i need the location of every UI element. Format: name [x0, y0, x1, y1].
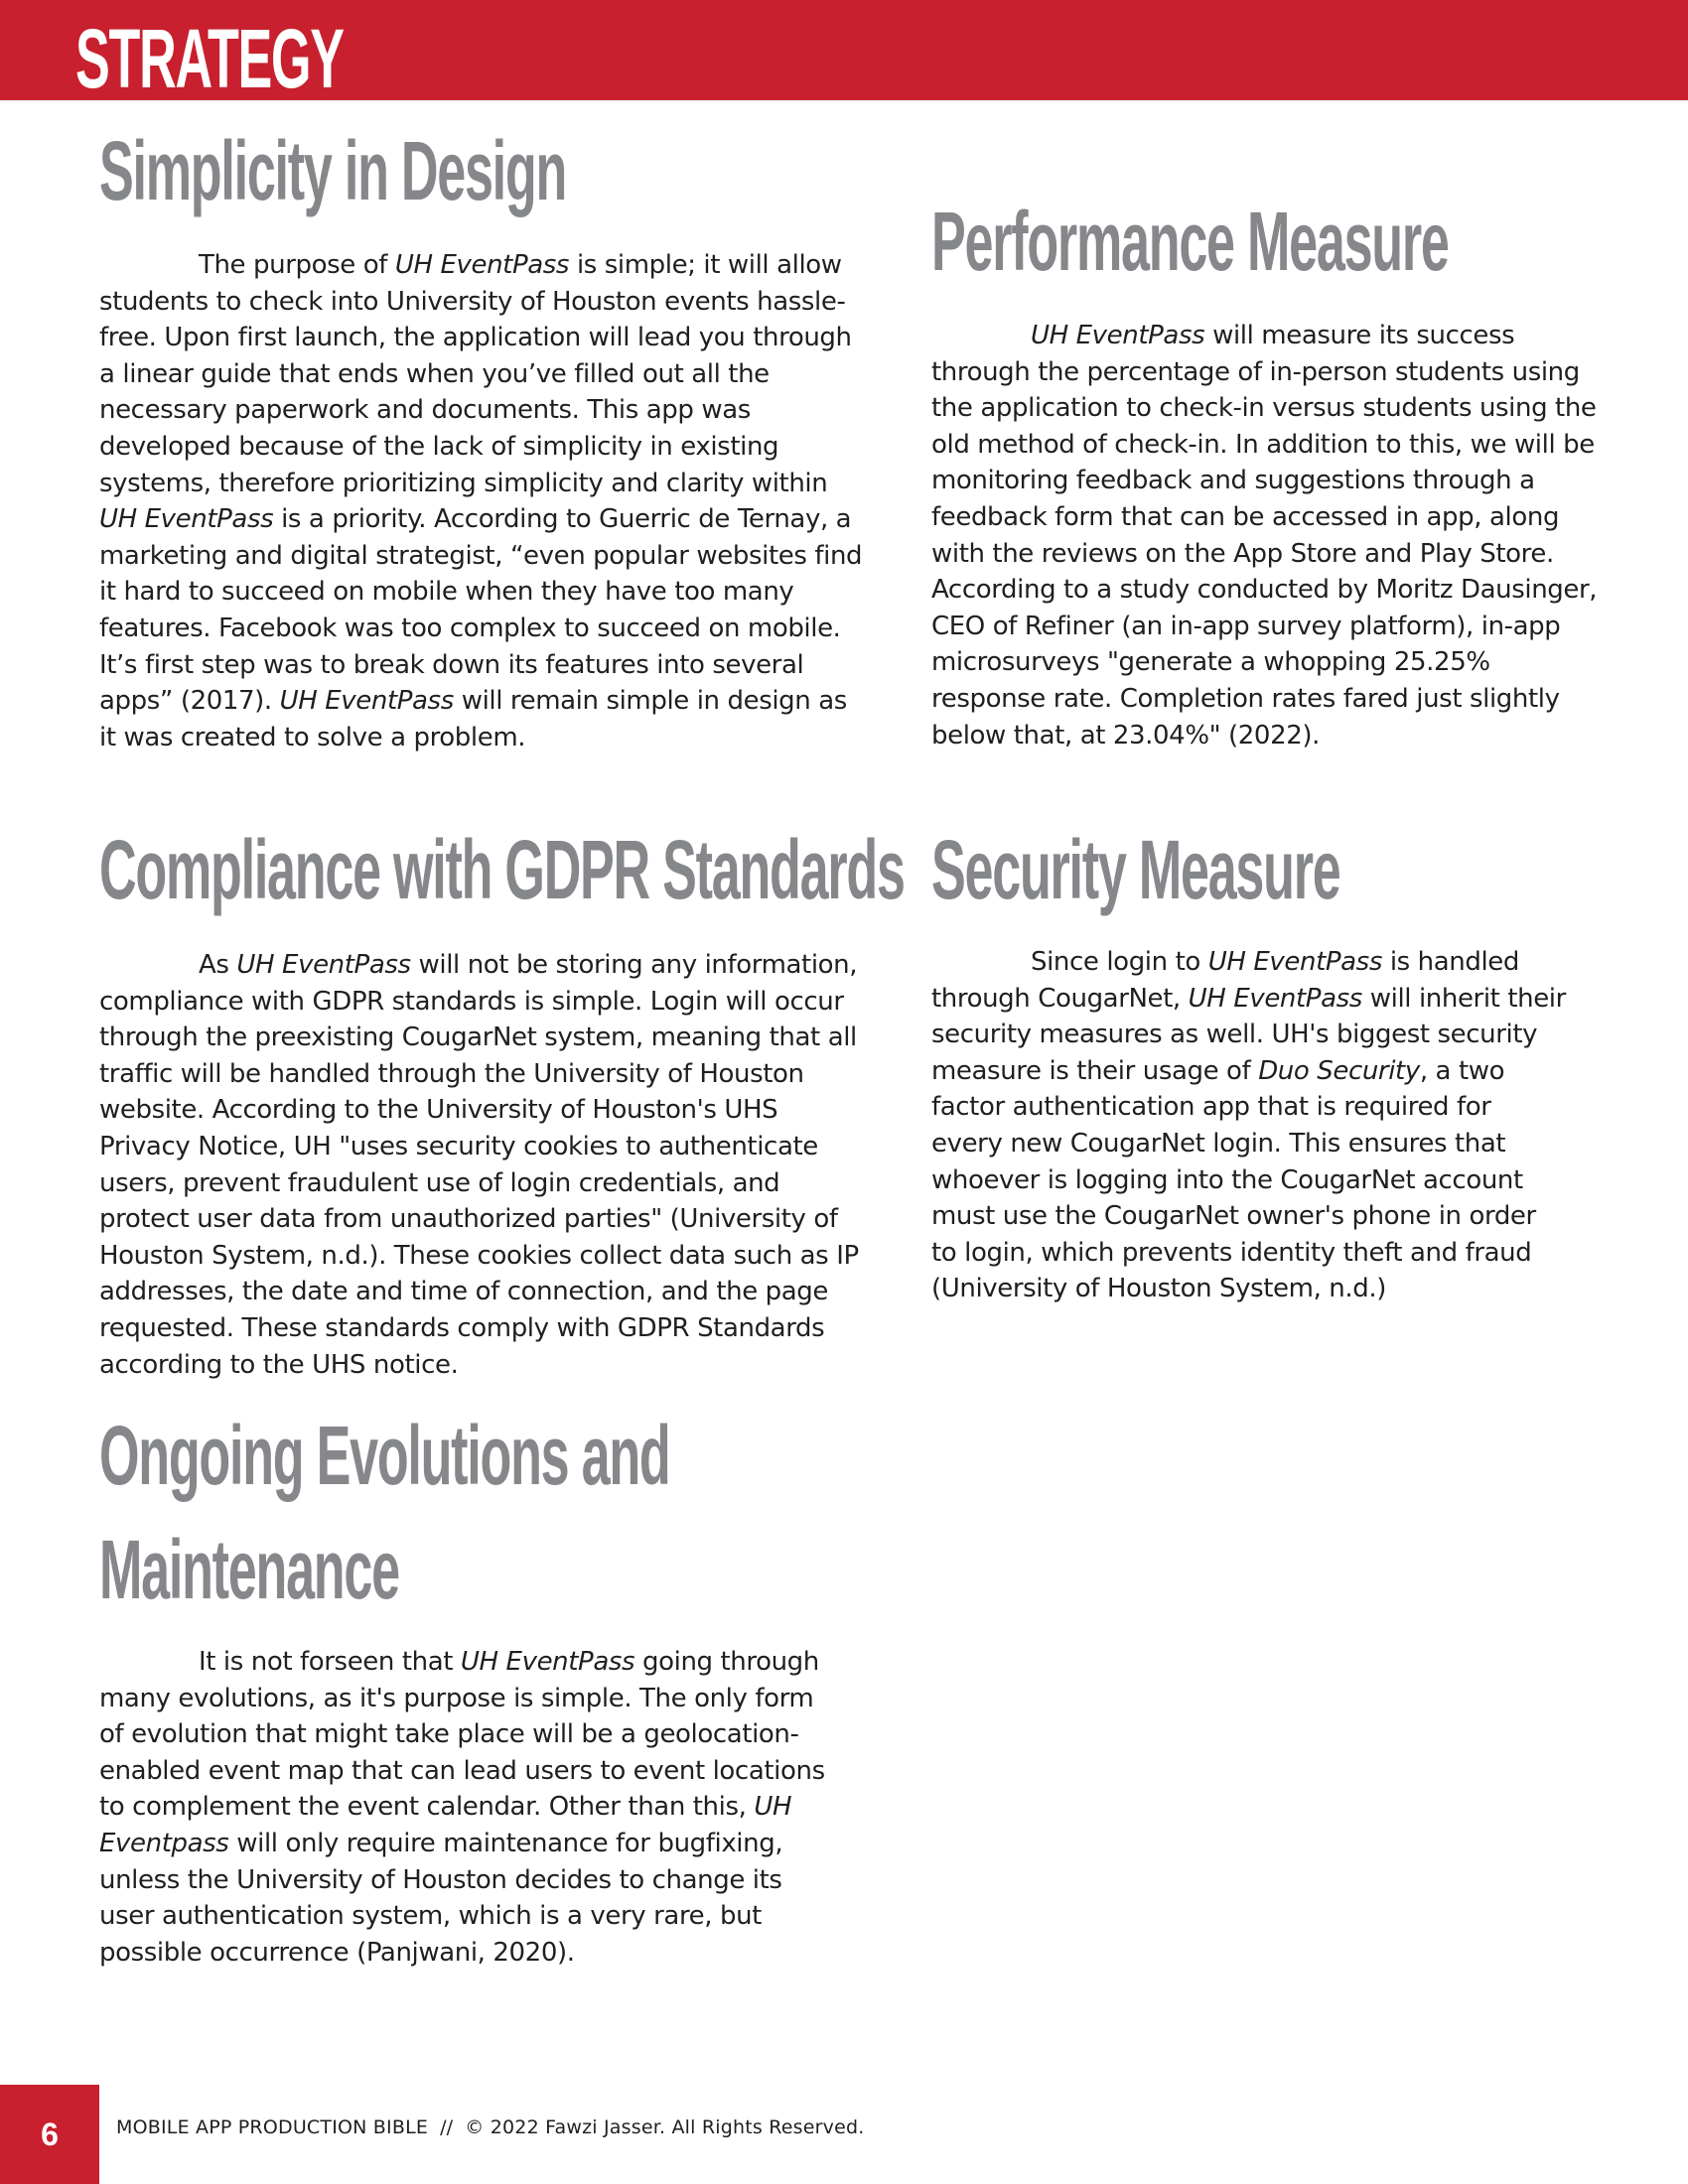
banner-title: STRATEGY	[75, 12, 344, 105]
simplicity-body: The purpose of UH EventPass is simple; it will allow students to check into University of Houston events hassle-free. Upon first launch, the application will lead you through a linear guide that ends when you’ve filled out all the necessary paperwork and documents. This app was developed because of the lack of simplicity in existing systems, therefore prioritizing simplicity and clarity within UH EventPass is a priority. According to Guerric de Ternay, a marketing and digital strategist, “even popular websites find it hard to succeed on mobile when they have too many features. Facebook was too complex to succeed on mobile. It’s first step was to break down its features into several apps” (2017). UH EventPass will remain simple in design as it was created to solve a problem.	[99, 250, 863, 752]
evolutions-body: It is not forseen that UH EventPass going through many evolutions, as it's purpose is simple. The only form of evolution that might take place will be a geolocation-enabled event map that can lead users to event locations to complement the event calendar. Other than this, UH Eventpass will only require maintenance for bugfixing, unless the University of Houston decides to change its user authentication system, which is a very rare, but possible occurrence (Panjwani, 2020).	[99, 1647, 825, 1968]
gdpr-body: As UH EventPass will not be storing any information, compliance with GDPR standards is simple. Login will occur through the preexisting CougarNet system, meaning that all traffic will be handled through the University of Houston website. According to the University of Houston's UHS Privacy Notice, UH "uses security cookies to authenticate users, prevent fraudulent use of login credentials, and protect user data from unauthorized parties" (University of Houston System, n.d.). These cookies collect data such as IP addresses, the date and time of connection, and the page requested. These standards comply with GDPR Standards according to the UHS notice.	[99, 950, 859, 1380]
footer-publication: MOBILE APP PRODUCTION BIBLE	[116, 2116, 429, 2138]
evolutions-heading-line2: Maintenance	[99, 1523, 399, 1616]
page-number: 6	[41, 2116, 59, 2152]
gdpr-heading: Compliance with GDPR Standards	[99, 823, 905, 916]
top-banner	[0, 0, 1688, 105]
security-body: Since login to UH EventPass is handled through CougarNet, UH EventPass will inherit their security measures as well. UH's biggest security measure is their usage of Duo Security, a two factor authentication app that is required for every new CougarNet login. This ensures that whoever is logging into the CougarNet account must use the CougarNet owner's phone in order to login, which prevents identity theft and fraud (University of Houston System, n.d.)	[931, 947, 1566, 1304]
page-number-tab	[0, 2085, 99, 2184]
footer-copyright: © 2022 Fawzi Jasser. All Rights Reserved.	[465, 2116, 865, 2138]
performance-heading: Performance Measure	[931, 195, 1449, 288]
evolutions-heading-line1: Ongoing Evolutions and	[99, 1409, 670, 1502]
simplicity-heading: Simplicity in Design	[99, 124, 567, 217]
security-heading: Security Measure	[931, 823, 1340, 916]
footer-text	[116, 2116, 865, 2138]
performance-body: UH EventPass will measure its success through the percentage of in-person students using the application to check-in versus students using the old method of check-in. In addition to this, we will be monitoring feedback and suggestions through a feedback form that can be accessed in app, along with the reviews on the App Store and Play Store. According to a study conducted by Moritz Dausinger, CEO of Refiner (an in-app survey platform), in-app microsurveys "generate a whopping 25.25% response rate. Completion rates fared just slightly below that, at 23.04%" (2022).	[931, 321, 1598, 751]
footer-separator: //	[440, 2116, 454, 2138]
